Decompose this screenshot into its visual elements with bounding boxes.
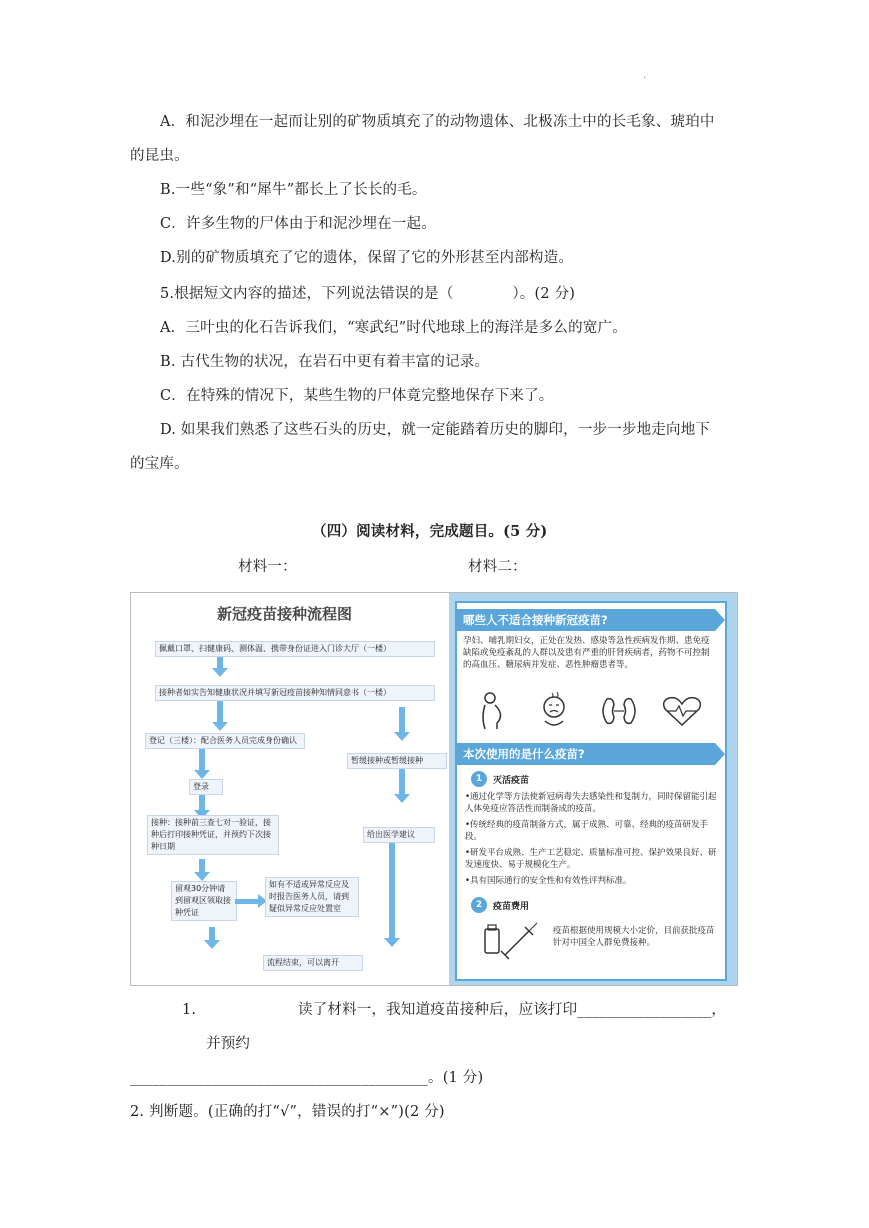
vaccine-bullet-2: •传统经典的疫苗制备方式，属于成熟、可靠、经典的疫苗研发手段。 xyxy=(465,820,709,842)
flow-arrow xyxy=(217,701,223,723)
pregnant-woman-icon xyxy=(475,691,509,731)
q5-option-a: A．三叶虫的化石告诉我们，“寒武纪”时代地球上的海洋是多么的宽广。 xyxy=(160,320,627,336)
materials-figure xyxy=(130,592,738,986)
flow-step-advice: 给出医学建议 xyxy=(363,827,435,843)
flow-arrow xyxy=(217,657,223,669)
inactivated-vaccine-label: 灭活疫苗 xyxy=(493,776,530,786)
question-1-answer-blank: ________________________________________。(1 分) xyxy=(130,1070,484,1086)
question-2-text: 2. 判断题。(正确的打“√”，错误的打“×”)(2 分) xyxy=(130,1104,445,1120)
flow-arrow xyxy=(209,927,215,941)
syringe-icon xyxy=(481,919,541,963)
fever-icon xyxy=(537,691,571,731)
question-5: 5.根据短文内容的描述，下列说法错误的是（ ）。(2 分) xyxy=(160,286,576,302)
vaccine-bullet-3: •研发平台成熟、生产工艺稳定、质量标准可控、保护效果良好、研发速度快、易于规模化生产。 xyxy=(465,848,717,870)
flow-step-entrance: 佩戴口罩、扫健康码、测体温、携带身份证进入门诊大厅（一楼） xyxy=(155,641,435,657)
option-a-line: A．和泥沙埋在一起而让别的矿物质填充了的动物遗体、北极冻土中的长毛象、琥珀中 xyxy=(160,114,715,130)
kidney-icon xyxy=(599,695,639,727)
corner-mark: . xyxy=(643,70,647,81)
q5-option-d: D. 如果我们熟悉了这些石头的历史，就一定能踏着历史的脚印，一步一步地走向地下 xyxy=(160,422,711,438)
flow-arrow xyxy=(235,899,259,904)
flowchart-title: 新冠疫苗接种流程图 xyxy=(217,605,353,623)
section-title: （四）阅读材料，完成题目。(5 分) xyxy=(312,523,548,540)
vaccine-type-header: 本次使用的是什么疫苗? xyxy=(457,743,715,765)
question-1-number: 1. xyxy=(182,1002,197,1018)
option-c: C．许多生物的尸体由于和泥沙埋在一起。 xyxy=(160,216,436,232)
flow-step-defer: 暂缓接种或暂缓接种 xyxy=(347,753,447,769)
option-b: B.一些“象”和“犀牛”都长上了长长的毛。 xyxy=(160,182,427,198)
question-1-text: 读了材料一，我知道疫苗接种后，应该打印__________________， xyxy=(298,1002,727,1018)
unsuitable-people-text: 孕妇、哺乳期妇女，正处在发热、感染等急性疾病发作期、患免疫缺陷或免疫紊乱的人群以及患有严重的肝肾疾病者，药物不可控制的高血压、糖尿病并发症、恶性肿瘤患者等。 xyxy=(463,636,710,670)
flow-step-login: 登录 xyxy=(189,779,223,795)
flow-arrow xyxy=(199,749,205,771)
flow-arrow xyxy=(389,843,395,939)
material-one-label: 材料一： xyxy=(238,559,297,575)
q5-option-d-continued: 的宝库。 xyxy=(130,456,189,472)
material-two-label: 材料二： xyxy=(468,559,527,575)
q5-option-b: B. 古代生物的状况，在岩石中更有着丰富的记录。 xyxy=(160,354,490,370)
vaccine-cost-text: 疫苗根据使用规模大小定价，目前获批疫苗针对中国全人群免费接种。 xyxy=(553,926,715,948)
vaccine-info-panel xyxy=(449,593,737,985)
flow-step-inoculate: 接种：接种前三查七对一验证，接种后打印接种凭证，并预约下次接种日期 xyxy=(147,815,279,855)
flow-step-report: 如有不适或异常反应及时报告医务人员，请到疑似异常反应处置室 xyxy=(265,877,359,917)
flow-arrow xyxy=(199,859,205,873)
section-number-2: 2 xyxy=(471,897,487,913)
flow-step-register: 登记（三楼）：配合医务人员完成身份确认 xyxy=(145,733,305,749)
vaccination-flowchart xyxy=(131,593,449,985)
option-d: D.别的矿物质填充了它的遗体，保留了它的外形甚至内部构造。 xyxy=(160,250,574,266)
flow-step-end: 流程结束，可以离开 xyxy=(263,955,363,971)
flow-step-consent: 接种者如实告知健康状况并填写新冠疫苗接种知情同意书（一楼） xyxy=(155,685,435,701)
heart-rate-icon xyxy=(661,695,703,727)
section-number-1: 1 xyxy=(471,771,487,787)
vaccine-info-box xyxy=(455,601,727,981)
vaccine-cost-label: 疫苗费用 xyxy=(493,902,530,912)
q5-option-c: C．在特殊的情况下，某些生物的尸体竟完整地保存下来了。 xyxy=(160,388,554,404)
vaccine-bullet-1: •通过化学等方法使新冠病毒失去感染性和复制力，同时保留能引起人体免疫应答活性而制备成的疫苗。 xyxy=(465,792,717,814)
vaccine-bullet-4: •具有国际通行的安全性和有效性评判标准。 xyxy=(465,876,632,886)
flow-arrow xyxy=(399,769,405,795)
flow-arrow xyxy=(399,707,405,733)
unsuitable-people-header: 哪些人不适合接种新冠疫苗? xyxy=(457,609,715,631)
flow-step-observe: 留观30分钟请到留观区领取接种凭证 xyxy=(171,881,237,921)
question-1-text-cont: 并预约 xyxy=(206,1036,251,1052)
option-a-continued: 的昆虫。 xyxy=(130,148,189,164)
flow-arrow xyxy=(199,795,205,811)
